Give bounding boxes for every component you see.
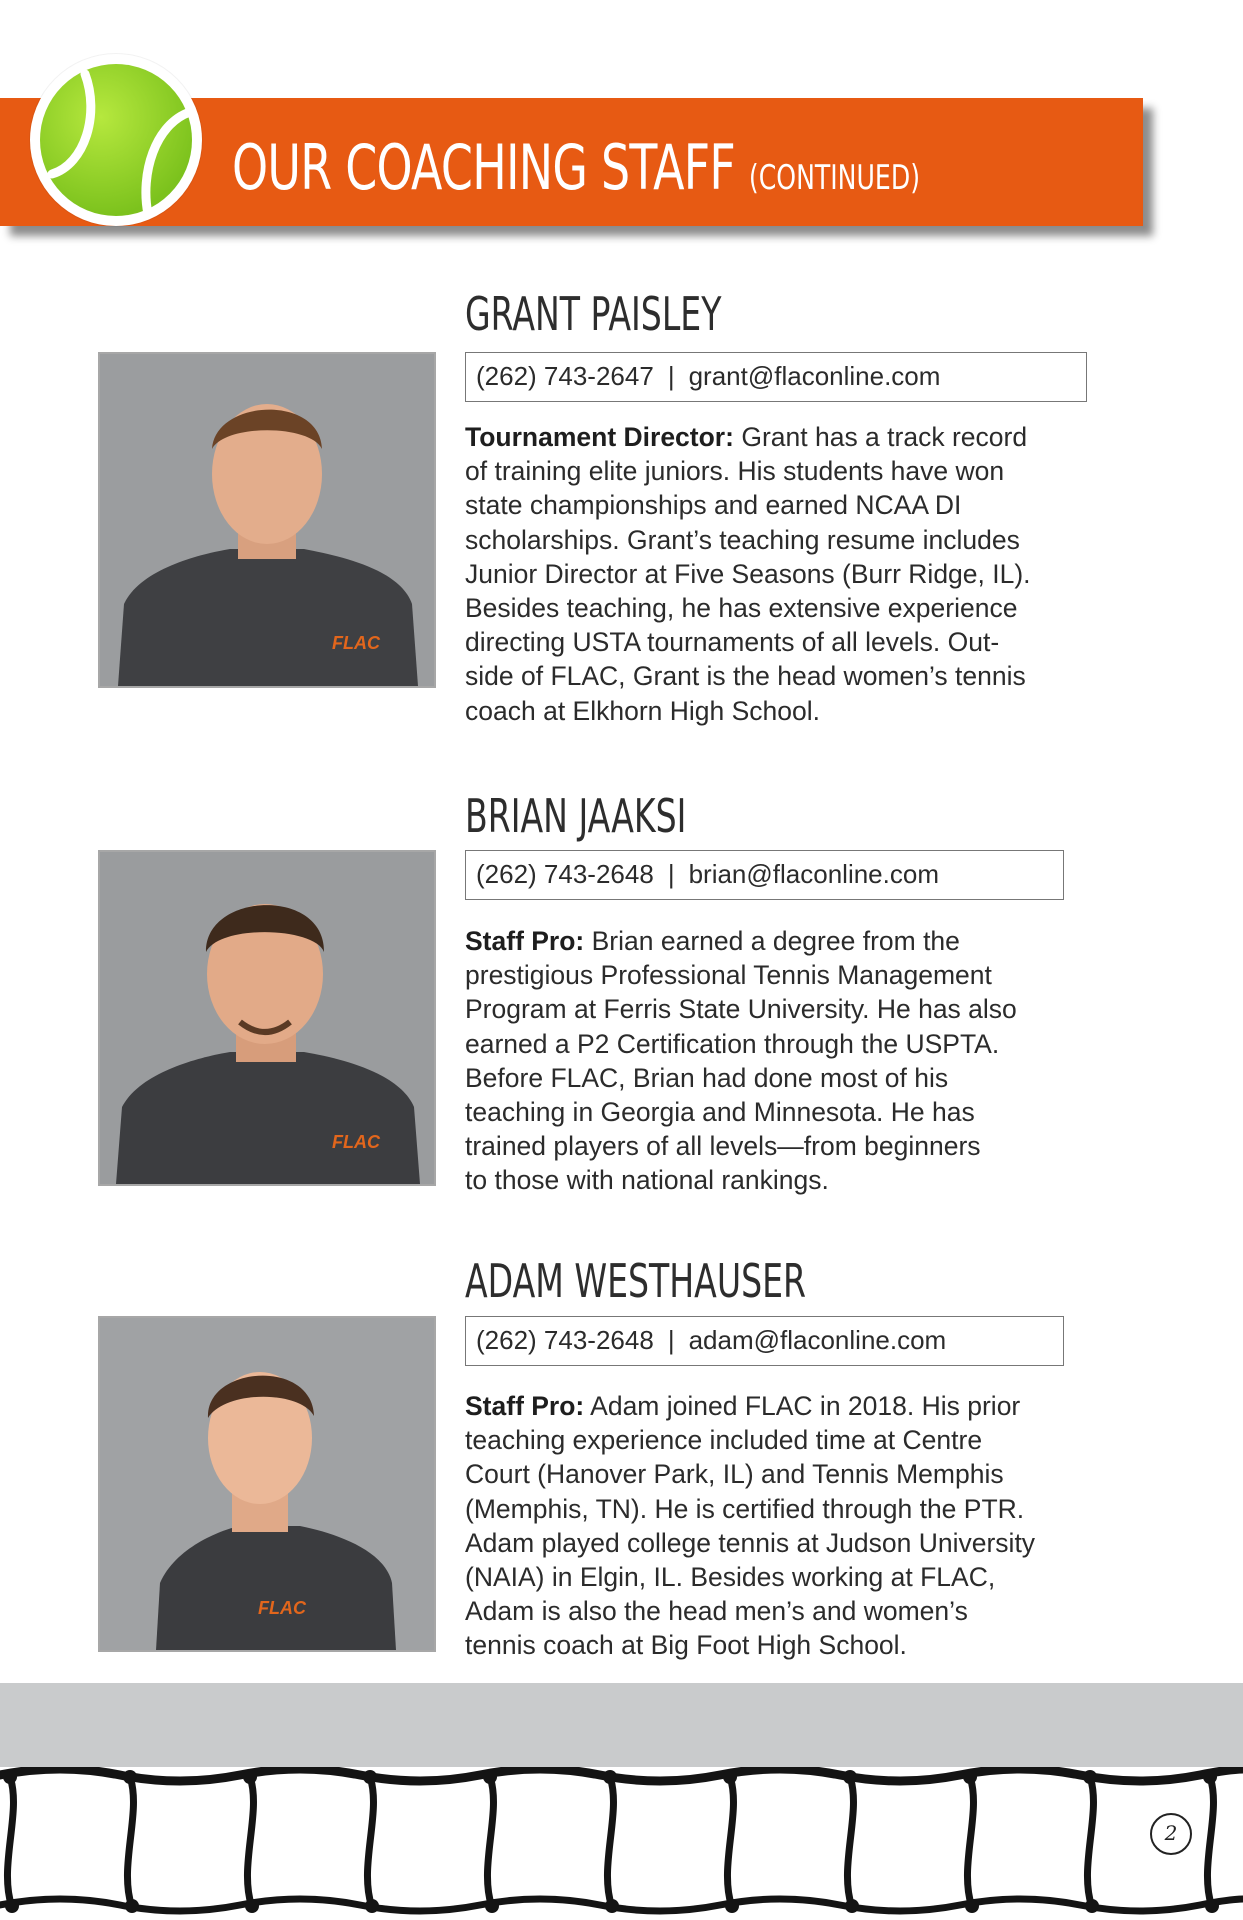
- coach-name: GRANT PAISLEY: [465, 287, 722, 341]
- bio-line: earned a P2 Certification through the USPTA.: [465, 1028, 1000, 1059]
- bio-line: Besides teaching, he has extensive experience: [465, 593, 1018, 624]
- shirt-logo: FLAC: [258, 1598, 306, 1618]
- coach-role: Staff Pro:: [465, 1391, 585, 1421]
- footer-gray-band: [0, 1683, 1243, 1767]
- bio-line: teaching in Georgia and Minnesota. He has: [465, 1097, 975, 1128]
- bio-line: side of FLAC, Grant is the head women’s tennis: [465, 661, 1026, 692]
- bio-line: Adam is also the head men’s and women’s: [465, 1596, 968, 1627]
- shirt-logo: FLAC: [332, 633, 380, 653]
- contact-box: [465, 850, 1064, 900]
- coach-name: BRIAN JAAKSI: [465, 789, 687, 843]
- page-title-subtitle: (CONTINUED): [748, 158, 921, 198]
- page-number: 2: [1150, 1813, 1192, 1855]
- bio-line: (Memphis, TN). He is certified through the PTR.: [465, 1493, 1025, 1524]
- bio-line: Adam played college tennis at Judson University: [465, 1527, 1036, 1558]
- coach-name: ADAM WESTHAUSER: [465, 1254, 807, 1308]
- contact-separator: |: [667, 361, 675, 391]
- bio-line: Adam joined FLAC in 2018. His prior: [590, 1391, 1021, 1421]
- page-title-main: OUR COACHING STAFF: [232, 131, 736, 204]
- phone-number: (262) 743-2648: [476, 859, 654, 889]
- bio-line: coach at Elkhorn High School.: [465, 695, 821, 726]
- coach-role: Staff Pro:: [465, 926, 585, 956]
- bio-line: state championships and earned NCAA DI: [465, 490, 962, 521]
- bio-line: scholarships. Grant’s teaching resume includes: [465, 524, 1020, 555]
- bio-line: of training elite juniors. His students have won: [465, 456, 1005, 487]
- coach-photo: [98, 352, 436, 688]
- email-link[interactable]: adam@flaconline.com: [688, 1325, 947, 1355]
- tennis-net-graphic: [0, 1767, 1243, 1920]
- coach-photo: [98, 1316, 436, 1652]
- tennis-ball-icon: [30, 54, 202, 226]
- bio-line: Before FLAC, Brian had done most of his: [465, 1062, 949, 1093]
- bio-line: Brian earned a degree from the: [591, 926, 960, 956]
- email-link[interactable]: grant@flaconline.com: [688, 361, 941, 391]
- contact-box: [465, 352, 1087, 402]
- bio-line: Court (Hanover Park, IL) and Tennis Memphis: [465, 1459, 1004, 1490]
- bio-line: (NAIA) in Elgin, IL. Besides working at FLAC,: [465, 1562, 996, 1593]
- contact-separator: |: [667, 859, 675, 889]
- coach-role: Tournament Director:: [465, 422, 734, 452]
- bio-line: trained players of all levels—from beginners: [465, 1131, 981, 1162]
- bio-line: teaching experience included time at Centre: [465, 1425, 983, 1456]
- phone-number: (262) 743-2648: [476, 1325, 654, 1355]
- bio-line: Grant has a track record: [741, 422, 1028, 452]
- coach-bio: [465, 420, 1165, 728]
- email-link[interactable]: brian@flaconline.com: [688, 859, 939, 889]
- contact-separator: |: [667, 1325, 675, 1355]
- page-title: [232, 128, 920, 208]
- coach-photo: [98, 850, 436, 1186]
- bio-line: directing USTA tournaments of all levels. Out-: [465, 627, 1000, 658]
- bio-line: Program at Ferris State University. He has also: [465, 994, 1017, 1025]
- shirt-logo: FLAC: [332, 1132, 380, 1152]
- bio-line: Junior Director at Five Seasons (Burr Ridge, IL).: [465, 558, 1031, 589]
- coach-bio: [465, 924, 1165, 1198]
- bio-line: prestigious Professional Tennis Management: [465, 960, 992, 991]
- bio-line: tennis coach at Big Foot High School.: [465, 1630, 907, 1661]
- phone-number: (262) 743-2647: [476, 361, 654, 391]
- bio-line: to those with national rankings.: [465, 1165, 829, 1196]
- coach-bio: [465, 1389, 1165, 1663]
- contact-box: [465, 1316, 1064, 1366]
